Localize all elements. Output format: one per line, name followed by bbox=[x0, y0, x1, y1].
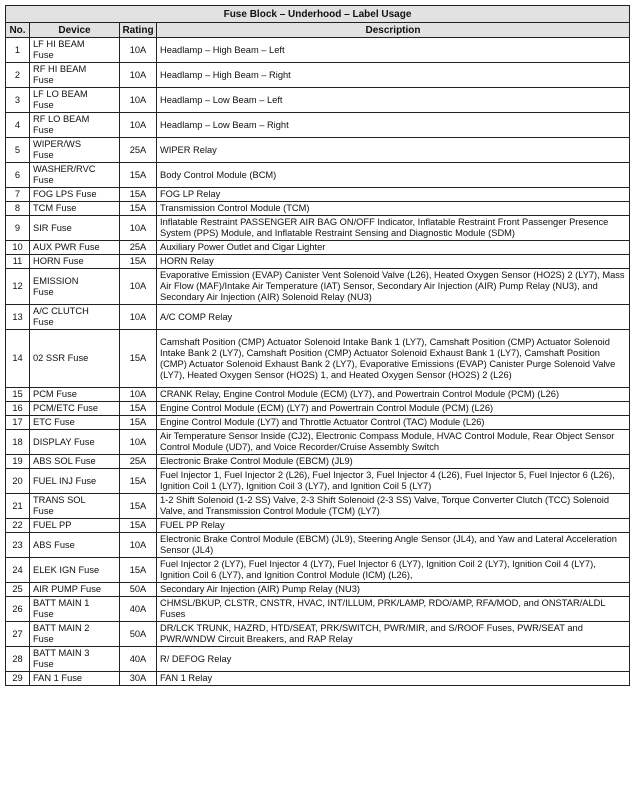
fuse-device: 02 SSR Fuse bbox=[30, 330, 120, 388]
fuse-description: Body Control Module (BCM) bbox=[157, 163, 630, 188]
fuse-device: PCM Fuse bbox=[30, 388, 120, 402]
fuse-number: 21 bbox=[6, 494, 30, 519]
fuse-description: 1-2 Shift Solenoid (1-2 SS) Valve, 2-3 Shift Solenoid (2-3 SS) Valve, Torque Converter Clutch (TCC) Solenoid Valve, and Transmission Control Module (TCM) (LY7) bbox=[157, 494, 630, 519]
fuse-table bbox=[5, 5, 630, 686]
fuse-device: FAN 1 Fuse bbox=[30, 672, 120, 686]
fuse-number: 26 bbox=[6, 597, 30, 622]
fuse-number: 20 bbox=[6, 469, 30, 494]
fuse-device: HORN Fuse bbox=[30, 255, 120, 269]
table-row bbox=[6, 402, 630, 416]
table-row bbox=[6, 38, 630, 63]
fuse-number: 1 bbox=[6, 38, 30, 63]
fuse-description: WIPER Relay bbox=[157, 138, 630, 163]
fuse-rating: 25A bbox=[120, 138, 157, 163]
fuse-rating: 10A bbox=[120, 216, 157, 241]
table-row bbox=[6, 241, 630, 255]
fuse-rating: 15A bbox=[120, 188, 157, 202]
fuse-device: RF LO BEAM Fuse bbox=[30, 113, 120, 138]
fuse-description: Secondary Air Injection (AIR) Pump Relay (NU3) bbox=[157, 583, 630, 597]
fuse-number: 3 bbox=[6, 88, 30, 113]
table-row bbox=[6, 416, 630, 430]
fuse-description: Engine Control Module (LY7) and Throttle Actuator Control (TAC) Module (L26) bbox=[157, 416, 630, 430]
fuse-rating: 50A bbox=[120, 622, 157, 647]
fuse-number: 18 bbox=[6, 430, 30, 455]
fuse-rating: 40A bbox=[120, 647, 157, 672]
fuse-rating: 15A bbox=[120, 163, 157, 188]
table-row bbox=[6, 63, 630, 88]
fuse-description: Fuel Injector 2 (LY7), Fuel Injector 4 (LY7), Fuel Injector 6 (LY7), Ignition Coil 2 (LY7), Ignition Coil 4 (LY7), Ignition Coil 6 (LY7), and Ignition Control Module (ICM) (L26), bbox=[157, 558, 630, 583]
fuse-rating: 15A bbox=[120, 558, 157, 583]
table-row bbox=[6, 113, 630, 138]
fuse-description: Headlamp – Low Beam – Left bbox=[157, 88, 630, 113]
fuse-device: WIPER/WS Fuse bbox=[30, 138, 120, 163]
table-row bbox=[6, 330, 630, 388]
header-no: No. bbox=[6, 23, 30, 38]
fuse-device: BATT MAIN 3 Fuse bbox=[30, 647, 120, 672]
fuse-description: Fuel Injector 1, Fuel Injector 2 (L26), Fuel Injector 3, Fuel Injector 4 (L26), Fuel Injector 5, Fuel Injector 6 (L26), Ignition Coil 1 (LY7), Ignition Coil 3 (LY7), and Ignition Coil 5 (LY7) bbox=[157, 469, 630, 494]
fuse-rating: 10A bbox=[120, 430, 157, 455]
fuse-rating: 15A bbox=[120, 416, 157, 430]
fuse-description: CRANK Relay, Engine Control Module (ECM) (LY7), and Powertrain Control Module (PCM) (L26) bbox=[157, 388, 630, 402]
fuse-device: LF LO BEAM Fuse bbox=[30, 88, 120, 113]
fuse-rating: 10A bbox=[120, 38, 157, 63]
fuse-description: FUEL PP Relay bbox=[157, 519, 630, 533]
fuse-device: ABS Fuse bbox=[30, 533, 120, 558]
fuse-number: 4 bbox=[6, 113, 30, 138]
fuse-number: 29 bbox=[6, 672, 30, 686]
fuse-description: R/ DEFOG Relay bbox=[157, 647, 630, 672]
fuse-device: BATT MAIN 2 Fuse bbox=[30, 622, 120, 647]
fuse-number: 8 bbox=[6, 202, 30, 216]
table-row bbox=[6, 672, 630, 686]
fuse-rating: 25A bbox=[120, 455, 157, 469]
fuse-description: Engine Control Module (ECM) (LY7) and Powertrain Control Module (PCM) (L26) bbox=[157, 402, 630, 416]
table-row bbox=[6, 269, 630, 305]
table-row bbox=[6, 622, 630, 647]
fuse-device: ELEK IGN Fuse bbox=[30, 558, 120, 583]
fuse-rating: 15A bbox=[120, 330, 157, 388]
fuse-device: LF HI BEAM Fuse bbox=[30, 38, 120, 63]
table-row bbox=[6, 216, 630, 241]
table-row bbox=[6, 138, 630, 163]
fuse-description: Camshaft Position (CMP) Actuator Solenoid Intake Bank 1 (LY7), Camshaft Position (CMP) Actuator Solenoid Intake Bank 2 (LY7), Camshaft Position (CMP) Actuator Solenoid Exhaust Bank 1 (LY7), Camshaft Position (CMP) Actuator Solenoid Exhaust Bank 2 (LY7), Evaporative Emissions (EVAP) Canister Purge Solenoid Valve (LY7), Heated Oxygen Sensor (HO2S) 1, and Heated Oxygen Sensor (HO2S) 2 (L26) bbox=[157, 330, 630, 388]
fuse-number: 9 bbox=[6, 216, 30, 241]
fuse-device: ABS SOL Fuse bbox=[30, 455, 120, 469]
fuse-number: 19 bbox=[6, 455, 30, 469]
table-row bbox=[6, 88, 630, 113]
fuse-rating: 50A bbox=[120, 583, 157, 597]
header-description: Description bbox=[157, 23, 630, 38]
fuse-description: FOG LP Relay bbox=[157, 188, 630, 202]
table-row bbox=[6, 188, 630, 202]
fuse-description: Electronic Brake Control Module (EBCM) (JL9) bbox=[157, 455, 630, 469]
fuse-number: 5 bbox=[6, 138, 30, 163]
fuse-number: 10 bbox=[6, 241, 30, 255]
fuse-rating: 15A bbox=[120, 494, 157, 519]
fuse-rating: 15A bbox=[120, 255, 157, 269]
header-device: Device bbox=[30, 23, 120, 38]
fuse-device: AIR PUMP Fuse bbox=[30, 583, 120, 597]
fuse-device: FUEL PP bbox=[30, 519, 120, 533]
fuse-description: Headlamp – High Beam – Right bbox=[157, 63, 630, 88]
fuse-number: 12 bbox=[6, 269, 30, 305]
fuse-rating: 10A bbox=[120, 63, 157, 88]
fuse-number: 23 bbox=[6, 533, 30, 558]
fuse-number: 25 bbox=[6, 583, 30, 597]
fuse-rating: 25A bbox=[120, 241, 157, 255]
fuse-rating: 10A bbox=[120, 269, 157, 305]
fuse-description: DR/LCK TRUNK, HAZRD, HTD/SEAT, PRK/SWITCH, PWR/MIR, and S/ROOF Fuses, PWR/SEAT and PWR/WNDW Circuit Breakers, and RAP Relay bbox=[157, 622, 630, 647]
table-row bbox=[6, 494, 630, 519]
fuse-description: Air Temperature Sensor Inside (CJ2), Electronic Compass Module, HVAC Control Module, Rear Object Sensor Control Module (UD7), and Voice Recorder/Cruise Assembly Switch bbox=[157, 430, 630, 455]
fuse-rating: 30A bbox=[120, 672, 157, 686]
fuse-table-container bbox=[5, 5, 629, 686]
table-row bbox=[6, 388, 630, 402]
fuse-description: FAN 1 Relay bbox=[157, 672, 630, 686]
table-row bbox=[6, 202, 630, 216]
fuse-description: A/C COMP Relay bbox=[157, 305, 630, 330]
fuse-description: Transmission Control Module (TCM) bbox=[157, 202, 630, 216]
table-row bbox=[6, 597, 630, 622]
fuse-rating: 40A bbox=[120, 597, 157, 622]
table-row bbox=[6, 305, 630, 330]
fuse-device: RF HI BEAM Fuse bbox=[30, 63, 120, 88]
fuse-number: 22 bbox=[6, 519, 30, 533]
fuse-device: TCM Fuse bbox=[30, 202, 120, 216]
fuse-rating: 15A bbox=[120, 202, 157, 216]
fuse-device: FOG LPS Fuse bbox=[30, 188, 120, 202]
fuse-description: HORN Relay bbox=[157, 255, 630, 269]
fuse-rating: 10A bbox=[120, 305, 157, 330]
table-row bbox=[6, 558, 630, 583]
header-rating: Rating bbox=[120, 23, 157, 38]
fuse-rating: 10A bbox=[120, 388, 157, 402]
fuse-description: Inflatable Restraint PASSENGER AIR BAG ON/OFF Indicator, Inflatable Restraint Front Passenger Presence System (PPS) Module, and Inflatable Restraint Sensing and Diagnostic Module (SDM) bbox=[157, 216, 630, 241]
fuse-device: SIR Fuse bbox=[30, 216, 120, 241]
table-row bbox=[6, 647, 630, 672]
fuse-description: Evaporative Emission (EVAP) Canister Vent Solenoid Valve (L26), Heated Oxygen Sensor (HO2S) 2 (LY7), Mass Air Flow (MAF)/Intake Air Temperature (IAT) Sensor, Secondary Air Injection (AIR) Pump Relay (NU3), and Secondary Air Injection (AIR) Solenoid Relay (NU3) bbox=[157, 269, 630, 305]
fuse-device: AUX PWR Fuse bbox=[30, 241, 120, 255]
fuse-number: 28 bbox=[6, 647, 30, 672]
table-row bbox=[6, 469, 630, 494]
fuse-device: TRANS SOL Fuse bbox=[30, 494, 120, 519]
fuse-number: 16 bbox=[6, 402, 30, 416]
fuse-device: PCM/ETC Fuse bbox=[30, 402, 120, 416]
fuse-description: CHMSL/BKUP, CLSTR, CNSTR, HVAC, INT/ILLUM, PRK/LAMP, RDO/AMP, RFA/MOD, and ONSTAR/ALDL Fuses bbox=[157, 597, 630, 622]
table-row bbox=[6, 255, 630, 269]
fuse-number: 17 bbox=[6, 416, 30, 430]
fuse-device: DISPLAY Fuse bbox=[30, 430, 120, 455]
fuse-rating: 10A bbox=[120, 113, 157, 138]
table-row bbox=[6, 533, 630, 558]
fuse-number: 7 bbox=[6, 188, 30, 202]
fuse-device: EMISSION Fuse bbox=[30, 269, 120, 305]
fuse-rating: 15A bbox=[120, 519, 157, 533]
fuse-device: WASHER/RVC Fuse bbox=[30, 163, 120, 188]
table-row bbox=[6, 163, 630, 188]
fuse-description: Headlamp – High Beam – Left bbox=[157, 38, 630, 63]
table-row bbox=[6, 430, 630, 455]
fuse-rating: 10A bbox=[120, 88, 157, 113]
fuse-rating: 15A bbox=[120, 402, 157, 416]
table-body bbox=[6, 38, 630, 686]
fuse-number: 11 bbox=[6, 255, 30, 269]
fuse-device: A/C CLUTCH Fuse bbox=[30, 305, 120, 330]
fuse-number: 2 bbox=[6, 63, 30, 88]
table-row bbox=[6, 519, 630, 533]
fuse-device: BATT MAIN 1 Fuse bbox=[30, 597, 120, 622]
fuse-device: FUEL INJ Fuse bbox=[30, 469, 120, 494]
fuse-rating: 10A bbox=[120, 533, 157, 558]
fuse-description: Headlamp – Low Beam – Right bbox=[157, 113, 630, 138]
fuse-device: ETC Fuse bbox=[30, 416, 120, 430]
fuse-rating: 15A bbox=[120, 469, 157, 494]
fuse-description: Auxiliary Power Outlet and Cigar Lighter bbox=[157, 241, 630, 255]
table-row bbox=[6, 583, 630, 597]
fuse-number: 15 bbox=[6, 388, 30, 402]
fuse-number: 14 bbox=[6, 330, 30, 388]
fuse-number: 13 bbox=[6, 305, 30, 330]
table-title: Fuse Block – Underhood – Label Usage bbox=[6, 6, 630, 23]
fuse-number: 6 bbox=[6, 163, 30, 188]
fuse-description: Electronic Brake Control Module (EBCM) (JL9), Steering Angle Sensor (JL4), and Yaw and Lateral Acceleration Sensor (JL4) bbox=[157, 533, 630, 558]
table-row bbox=[6, 455, 630, 469]
fuse-number: 27 bbox=[6, 622, 30, 647]
fuse-number: 24 bbox=[6, 558, 30, 583]
